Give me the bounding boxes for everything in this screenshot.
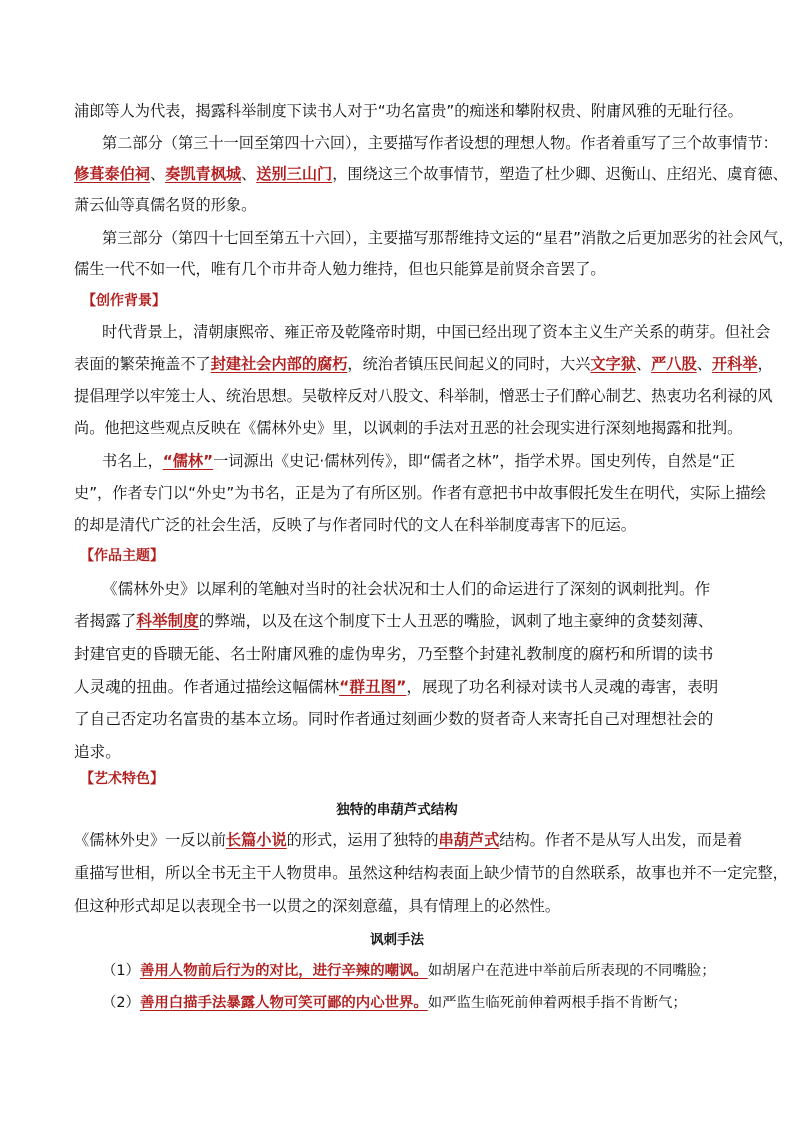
paragraph-line <box>74 830 794 850</box>
text: 尚。他把这些观点反映在《儒林外史》里，以讽刺的手法对丑恶的社会现实进行深刻地揭露和批判。 <box>74 419 743 437</box>
text: ， <box>757 355 773 373</box>
paragraph-line <box>102 579 794 599</box>
text: 者揭露了 <box>74 612 137 630</box>
text: 一词源出《史记·儒林列传》，即“儒者之林”，指学术界。国史列传，自然是“正 <box>213 452 736 470</box>
text: 提倡理学以牢笼士人、统治思想。吴敬梓反对八股文、科举制，憎恶士子们醉心制艺、热衷功名利禄的风 <box>74 387 773 405</box>
text: ，围绕这三个故事情节，塑造了杜少卿、迟衡山、庄绍光、虞育德、 <box>332 165 788 183</box>
text: 史”，作者专门以“外史”为书名，正是为了有所区别。作者有意把书中故事假托发生在明代，实际上描绘 <box>74 484 766 502</box>
paragraph-line <box>74 863 794 883</box>
text: 第二部分（第三十一回至第四十六回），主要描写作者设想的理想人物。作者着重写了三个故事情节： <box>102 134 778 152</box>
text: 、 <box>241 165 257 183</box>
highlight-text: “群丑图” <box>339 678 407 696</box>
section-heading-theme: 【作品主题】 <box>80 548 164 564</box>
paragraph-line <box>74 418 794 438</box>
paragraph-line <box>74 515 794 535</box>
paragraph-line <box>74 611 794 631</box>
text: 时代背景上，清朝康熙帝、雍正帝及乾隆帝时期，中国已经出现了资本主义生产关系的萌芽。但社会 <box>102 323 771 341</box>
text: 浦郎等人为代表，揭露科举制度下读书人对于“功名富贵”的痴迷和攀附权贵、附庸风雅的无耻行径。 <box>74 102 743 120</box>
text: 第三部分（第四十七回至第五十六回），主要描写那帮维持文运的“星君”消散之后更加恶劣的社会风气， <box>102 229 794 247</box>
text: 《儒林外史》一反以前 <box>74 831 226 849</box>
text: ，统治者镇压民间起义的同时，大兴 <box>347 355 591 373</box>
text: 追求。 <box>74 743 121 761</box>
highlight-text: 开科举 <box>711 355 758 373</box>
paragraph-line <box>74 677 794 697</box>
paragraph-line <box>102 228 794 248</box>
highlight-story-1: 修葺泰伯祠 <box>74 165 150 183</box>
paragraph-line <box>102 451 794 471</box>
highlight-text: 封建社会内部的腐朽 <box>210 355 348 373</box>
text: 儒生一代不如一代，唯有几个市井奇人勉力维持，但也只能算是前贤余音罢了。 <box>74 260 606 278</box>
paragraph-line <box>74 742 794 762</box>
paragraph-line <box>74 709 794 729</box>
list-number: （2） <box>102 995 140 1011</box>
text: 、 <box>635 355 652 373</box>
text: 重描写世相，所以全书无主干人物贯串。虽然这种结构表面上缺少情节的自然联系，故事也并不一定完整， <box>74 864 788 882</box>
list-number: （1） <box>102 963 140 979</box>
paragraph-line <box>102 133 794 153</box>
subheading-satire: 讽刺手法 <box>370 932 424 948</box>
highlight-text: “儒林” <box>162 452 214 470</box>
paragraph-line <box>74 164 794 184</box>
text: 表面的繁荣掩盖不了 <box>74 355 211 373</box>
text: 书名上， <box>102 452 163 470</box>
text: 、 <box>149 165 166 183</box>
paragraph-line <box>74 644 794 664</box>
paragraph-line <box>74 483 794 503</box>
highlight-text: 长篇小说 <box>225 831 287 849</box>
text: 了自己否定功名富贵的基本立场。同时作者通过刻画少数的贤者奇人来寄托自己对理想社会的 <box>74 710 714 728</box>
list-item <box>102 961 794 981</box>
text: 结构。作者不是从写人出发，而是着 <box>499 831 743 849</box>
paragraph-line <box>74 386 794 406</box>
list-item <box>102 993 794 1013</box>
highlight-text: 串葫芦式 <box>438 831 500 849</box>
highlight-text: 善用白描手法暴露人物可笑可鄙的内心世界。 <box>139 995 428 1011</box>
paragraph-line <box>74 259 794 279</box>
text: 、 <box>696 355 712 373</box>
highlight-story-3: 送别三山门 <box>256 165 333 183</box>
text: 但这种形式却足以表现全书一以贯之的深刻意蕴，具有情理上的必然性。 <box>74 897 560 915</box>
text: 的形式，运用了独特的 <box>286 831 439 849</box>
text: 封建官吏的昏聩无能、名士附庸风雅的虚伪卑劣，乃至整个封建礼教制度的腐朽和所谓的读书 <box>74 645 714 663</box>
text: 萧云仙等真儒名贤的形象。 <box>74 196 257 214</box>
section-heading-art: 【艺术特色】 <box>80 771 164 787</box>
text: 的却是清代广泛的社会生活，反映了与作者同时代的文人在科举制度毒害下的厄运。 <box>74 516 636 534</box>
subheading-structure: 独特的串葫芦式结构 <box>336 802 458 818</box>
highlight-text: 科举制度 <box>136 612 199 630</box>
highlight-text: 严八股 <box>651 355 697 373</box>
text: 人灵魂的扭曲。作者通过描绘这幅儒林 <box>74 678 340 696</box>
text: 如严监生临死前伸着两根手指不肯断气； <box>427 995 687 1011</box>
section-heading-background: 【创作背景】 <box>82 293 166 309</box>
text: ，展现了功名利禄对读书人灵魂的毒害，表明 <box>406 678 719 696</box>
paragraph-line <box>74 354 794 374</box>
text: 《儒林外史》以犀利的笔触对当时的社会状况和士人们的命运进行了深刻的讽刺批判。作 <box>102 580 711 598</box>
text: 的弊端，以及在这个制度下士人丑恶的嘴脸，讽刺了地主豪绅的贪婪刻薄、 <box>198 612 714 630</box>
highlight-story-2: 奏凯青枫城 <box>165 165 242 183</box>
text: 如胡屠户在范进中举前后所表现的不同嘴脸； <box>427 963 716 979</box>
paragraph-line <box>74 101 794 121</box>
paragraph-line <box>74 896 794 916</box>
paragraph-line <box>74 195 794 215</box>
highlight-text: 善用人物前后行为的对比，进行辛辣的嘲讽。 <box>139 963 428 979</box>
paragraph-line <box>102 322 794 342</box>
highlight-text: 文字狱 <box>590 355 636 373</box>
